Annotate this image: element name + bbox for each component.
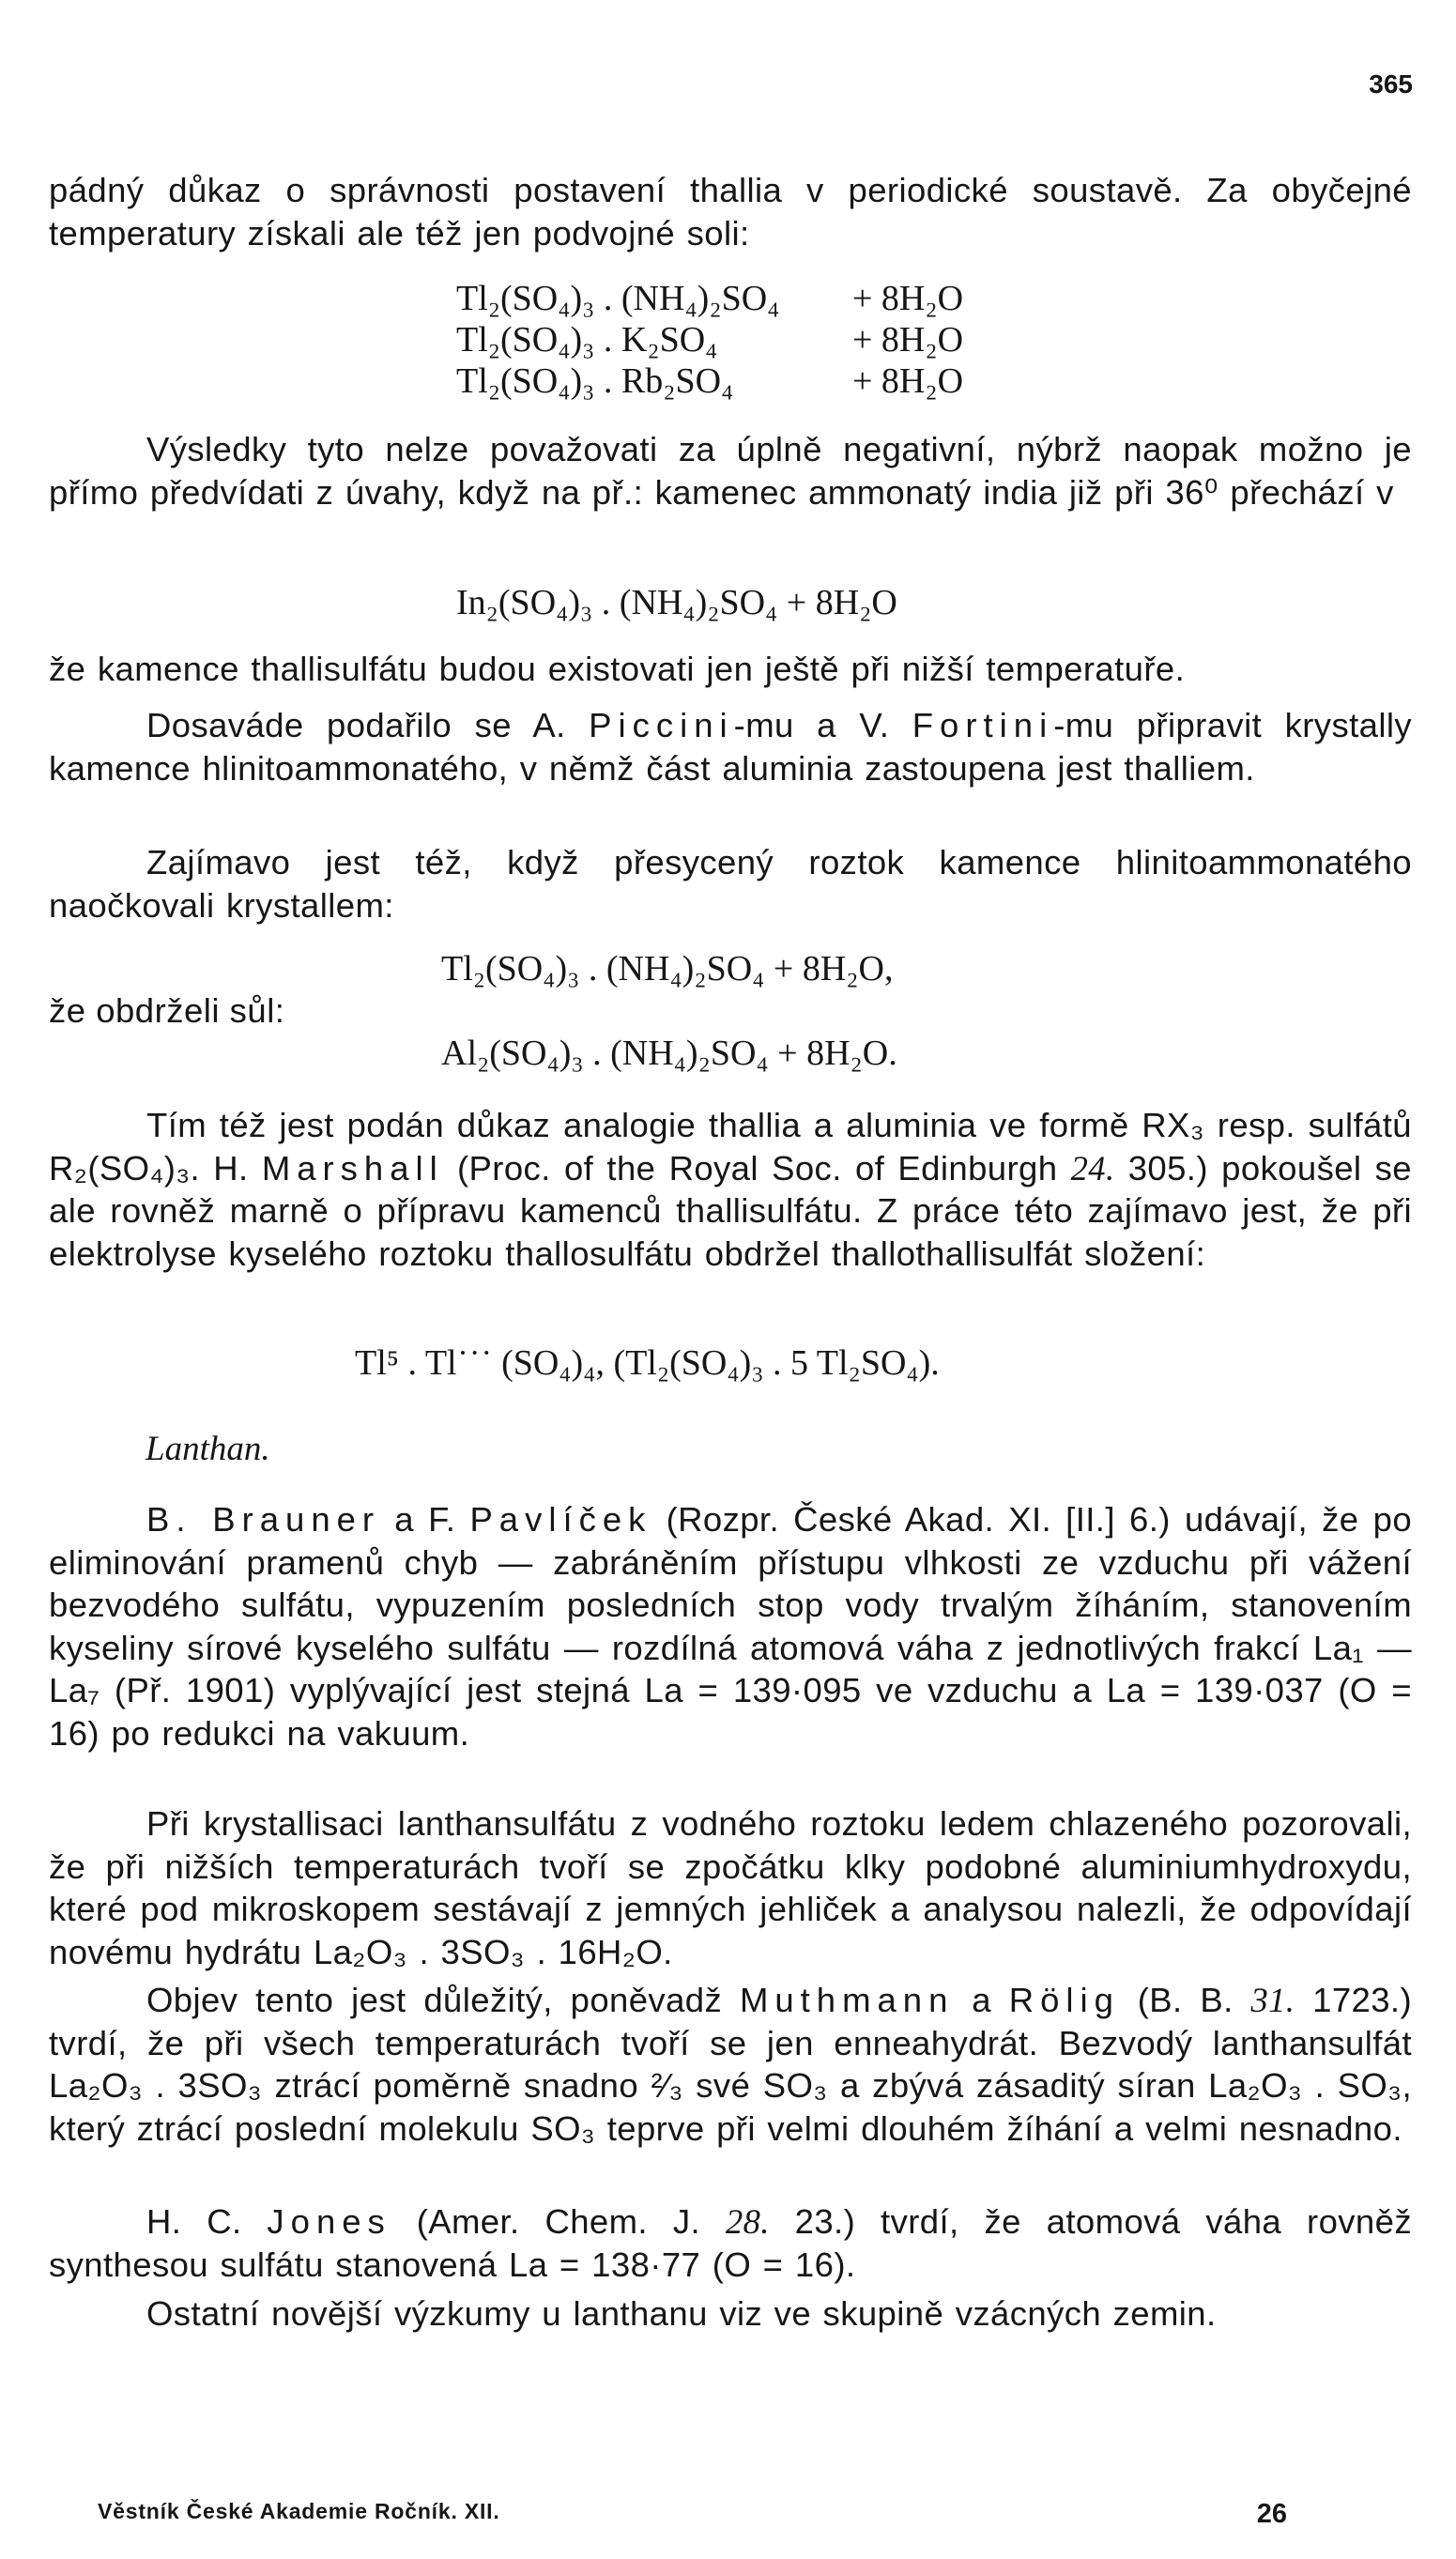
p4-text-b: -mu a V. (733, 706, 890, 744)
section-heading-lanthan: Lanthan. (146, 1430, 270, 1468)
paragraph-7 (49, 1498, 1412, 1755)
p6-volume: 24. (1070, 1148, 1115, 1188)
label-obdrzeli-sul: že obdrželi sůl: (49, 991, 285, 1030)
formula-tl-rb-water: + 8H₂O (852, 361, 964, 401)
paragraph-11: Ostatní novější výzkumy u lanthanu viz ve skupině vzácných zemin. (146, 2294, 1217, 2333)
formula-tl-nh4-water: + 8H₂O (852, 279, 964, 318)
formula-tl-k-water: + 8H₂O (852, 320, 964, 360)
p9-text-d: 1723.) tvrdí, že při všech temperaturách tvoří se jen enneahydrát. Bezvodý lanthansulfát La₂O₃ . 3SO₃ ztrácí poměrně snadno ²⁄₃ své SO₃ a zbývá zásaditý síran La₂O₃ . SO₃, který ztrácí poslední molekulu SO₃ teprve při velmi dlouhém žíhání a velmi nesnadno. (49, 1981, 1413, 2148)
p9-text-b: a (972, 1981, 991, 2019)
paragraph-4 (49, 704, 1412, 789)
p7-text-a: a F. (394, 1500, 456, 1539)
p10-volume: 28. (725, 2202, 770, 2241)
p9-text-c: (B. B. (1137, 1981, 1234, 2019)
formula-thallothallisulfate: Tl⁵ . Tl˙˙˙ (SO₄)₄, (Tl₂(SO₄)₃ . 5 Tl₂SO₄). (355, 1343, 940, 1383)
p7-text-b: (Rozpr. České Akad. XI. [II.] 6.) udávají, že po eliminování pramenů chyb — zabráněním přístupu vlhkosti ze vzduchu při vážení bezvodého sulfátu, vypuzením posledních stop vody trvalým žíháním, stanovením kyseliny sírové kyselého sulfátu — rozdílná atomová váha z jednotlivých frakcí La₁ — La₇ (Př. 1901) vyplývající jest stejná La = 139·095 ve vzduchu a La = 139·037 (O = 16) po redukci na vakuum. (49, 1500, 1413, 1753)
p10-text-b: (Amer. Chem. J. (416, 2202, 701, 2241)
paragraph-5: Zajímavo jest též, když přesycený roztok kamence hlinitoammonatého naočkovali krystallem: (49, 843, 1412, 925)
p10-text-c: 23.) tvrdí, že atomová váha rovněž synthesou sulfátu stanovená La = 138·77 (O = 16). (49, 2202, 1412, 2284)
p9-text-a: Objev tento jest důležitý, poněvadž (146, 1981, 723, 2019)
formula-tl-nh4: Tl₂(SO₄)₃ . (NH₄)₂SO₄ (456, 279, 780, 318)
paragraph-8: Při krystallisaci lanthansulfátu z vodného roztoku ledem chlazeného pozorovali, že při nižších temperaturách tvoří se zpočátku klky podobné aluminiumhydroxydu, které pod mikroskopem sestávají z jemných jehliček a analysou nalezli, že odpovídají novému hydrátu La₂O₃ . 3SO₃ . 16H₂O. (49, 1804, 1412, 1971)
formula-indium-alum: In₂(SO₄)₃ . (NH₄)₂SO₄ + 8H₂O (456, 583, 897, 622)
paragraph-6 (49, 1104, 1412, 1275)
author-marshall: Marshall (261, 1148, 444, 1188)
formula-tl-rb: Tl₂(SO₄)₃ . Rb₂SO₄ (456, 361, 734, 401)
author-pavlicek: Pavlíček (469, 1500, 652, 1539)
paragraph-1: pádný důkaz o správnosti postavení thallia v periodické soustavě. Za obyčejné temperatury získali ale též jen podvojné soli: (49, 171, 1412, 253)
author-piccini: Piccini (589, 706, 734, 744)
p9-volume: 31. (1250, 1981, 1295, 2019)
p10-text-a: H. C. (146, 2202, 242, 2241)
author-brauner: B. Brauner (146, 1500, 381, 1539)
formula-tl-k: Tl₂(SO₄)₃ . K₂SO₄ (456, 320, 718, 360)
footer-sheet-number: 26 (1256, 2499, 1287, 2529)
p6-text-c: 305.) pokoušel se ale rovněž marně o přípravu kamenců thallisulfátu. Z práce této zajímavo jest, že při elektrolyse kyselého roztoku thallosulfátu obdržel thallothallisulfát složení: (49, 1148, 1412, 1273)
p6-text-b: (Proc. of the Royal Soc. of Edinburgh (456, 1148, 1058, 1188)
paragraph-9 (49, 1979, 1412, 2150)
author-jones: Jones (267, 2202, 391, 2241)
author-fortini: Fortini (912, 706, 1054, 744)
author-muthmann: Muthmann (739, 1981, 955, 2019)
page-number: 365 (1369, 69, 1413, 99)
formula-tl-ammonium: Tl₂(SO₄)₃ . (NH₄)₂SO₄ + 8H₂O, (441, 949, 894, 988)
formula-al-ammonium: Al₂(SO₄)₃ . (NH₄)₂SO₄ + 8H₂O. (441, 1034, 897, 1073)
author-rolig: Rölig (1008, 1981, 1120, 2019)
p6-text-a: Tím též jest podán důkaz analogie thallia a aluminia ve formě RX₃ resp. sulfátů R₂(SO₄)₃. H. (49, 1106, 1412, 1188)
footer-journal: Věstník České Akademie Ročník. XII. (98, 2499, 500, 2523)
paragraph-3: že kamence thallisulfátu budou existovati jen ještě při nižší temperatuře. (49, 650, 1186, 688)
p4-text-c: -mu připravit krystally kamence hlinitoammonatého, v němž část aluminia zastoupena jest thalliem. (49, 706, 1413, 788)
paragraph-2: Výsledky tyto nelze považovati za úplně negativní, nýbrž naopak možno je přímo předvídati z úvahy, když na př.: kamenec ammonatý india již při 36⁰ přechází v (49, 430, 1412, 512)
p4-text-a: Dosaváde podařilo se A. (146, 706, 566, 744)
paragraph-10 (49, 2200, 1412, 2286)
